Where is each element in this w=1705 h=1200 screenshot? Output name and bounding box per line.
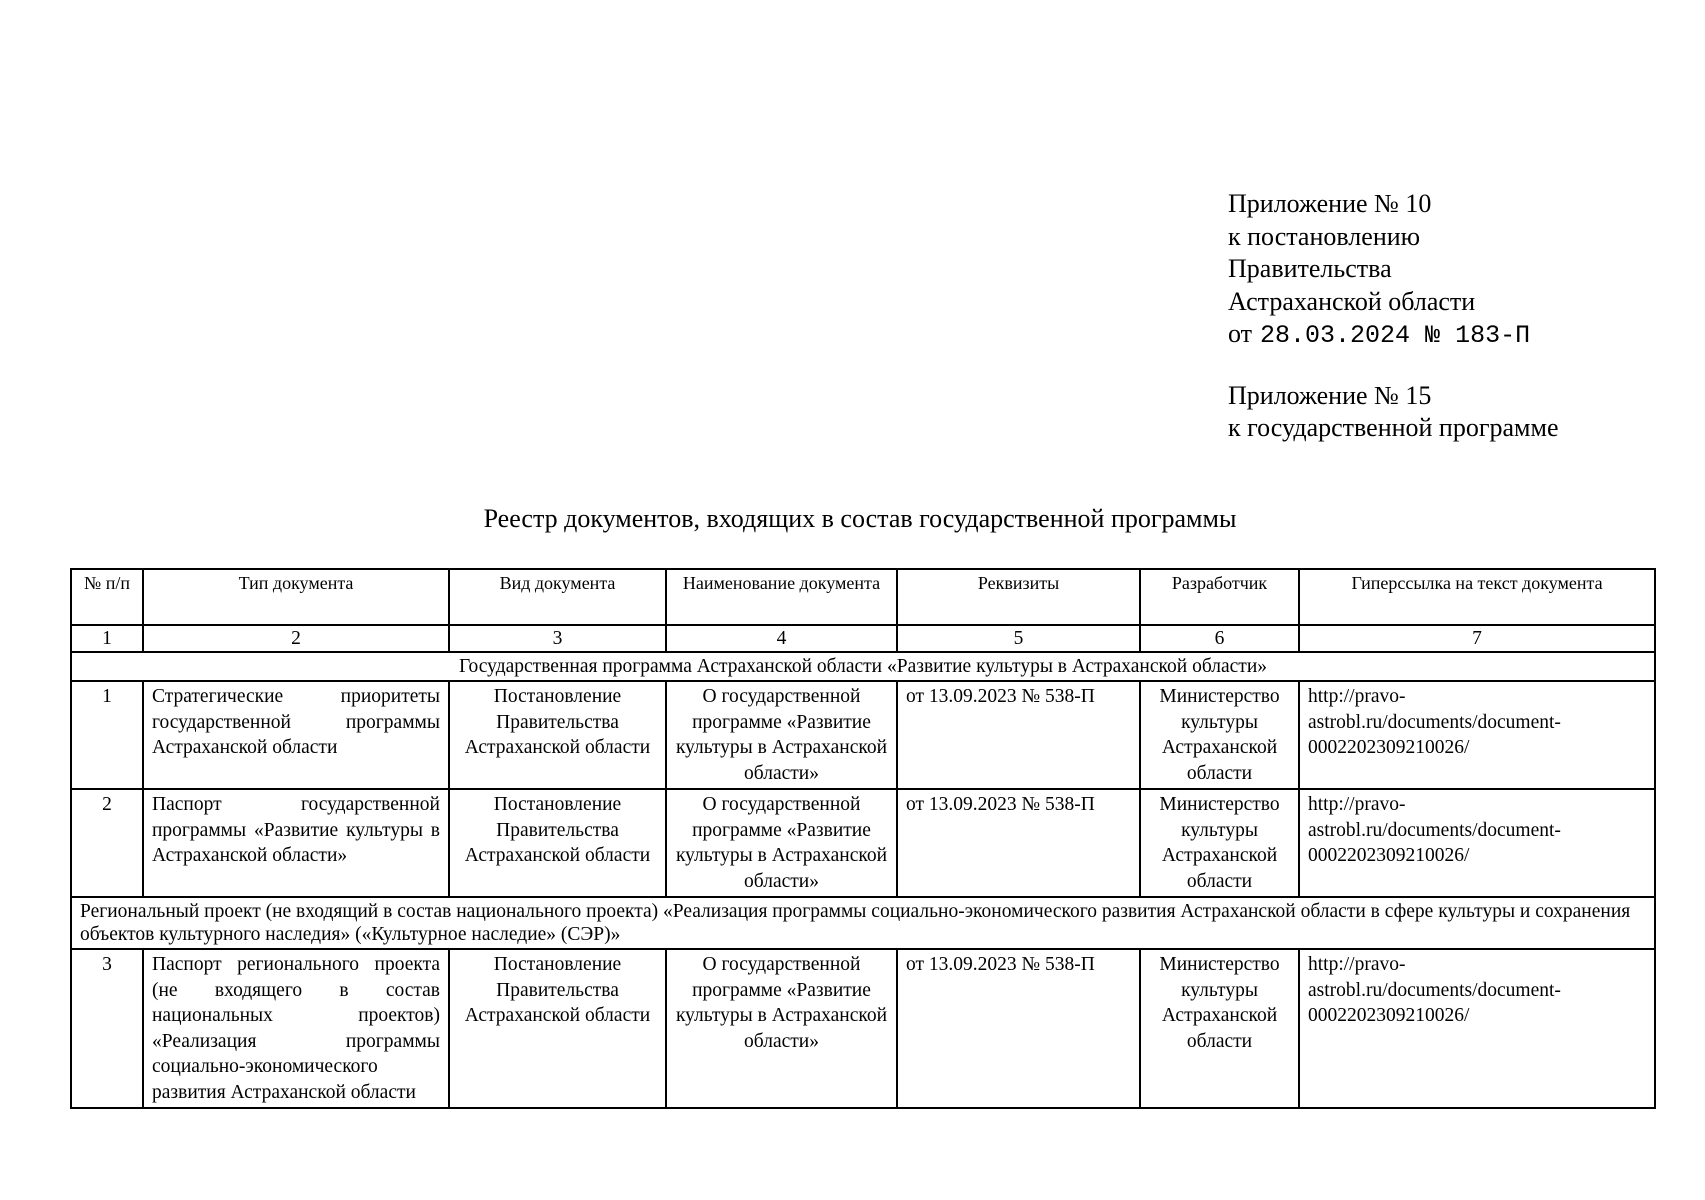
regional-project-section-row (71, 897, 1655, 949)
column-number: 3 (449, 625, 666, 652)
column-number: 1 (71, 625, 143, 652)
row-number: 3 (71, 949, 143, 1108)
appendix-government: Правительства (1228, 254, 1392, 283)
appendix-date-line (1228, 318, 1559, 353)
document-link[interactable]: http://pravo-astrobl.ru/documents/document-0002202309210026/ (1299, 681, 1655, 789)
regional-project-title: Региональный проект (не входящий в состав национального проекта) «Реализация программы социально-экономического развития Астраханской области в сфере культуры и сохранения объектов культурного наследия» («Культурное наследие» (СЭР)» (71, 897, 1655, 949)
document-details: от 13.09.2023 № 538-П (897, 949, 1140, 1108)
document-details: от 13.09.2023 № 538-П (897, 789, 1140, 897)
appendix-number: Приложение № 10 (1228, 189, 1432, 218)
document-kind: Постановление Правительства Астраханской области (449, 789, 666, 897)
document-details: от 13.09.2023 № 538-П (897, 681, 1140, 789)
document-developer: Министерство культуры Астраханской области (1140, 789, 1299, 897)
table-header-row (71, 569, 1655, 625)
column-number: 7 (1299, 625, 1655, 652)
header-cell: Реквизиты (897, 569, 1140, 625)
row-number: 2 (71, 789, 143, 897)
header-cell: Наименование документа (666, 569, 897, 625)
document-developer: Министерство культуры Астраханской области (1140, 949, 1299, 1108)
document-name: О государственной программе «Развитие культуры в Астраханской области» (666, 789, 897, 897)
appendix-program-number: Приложение № 15 (1228, 380, 1432, 410)
program-section-title: Государственная программа Астраханской области «Развитие культуры в Астраханской области» (71, 652, 1655, 681)
row-number: 1 (71, 681, 143, 789)
table-row (71, 949, 1655, 1108)
column-number: 4 (666, 625, 897, 652)
table-row (71, 789, 1655, 897)
appendix-block (1228, 188, 1559, 445)
table-row (71, 681, 1655, 789)
document-type: Паспорт регионального проекта (не входящего в состав национальных проектов) «Реализация программы социально-экономического развития Астраханской области (143, 949, 449, 1108)
appendix-to-program: к государственной программе (1228, 413, 1559, 442)
column-number: 6 (1140, 625, 1299, 652)
document-title: Реестр документов, входящих в состав государственной программы (483, 504, 1237, 533)
header-cell: Разработчик (1140, 569, 1299, 625)
column-number: 2 (143, 625, 449, 652)
appendix-date-prefix: от (1228, 319, 1253, 348)
document-developer: Министерство культуры Астраханской области (1140, 681, 1299, 789)
header-cell: Тип документа (143, 569, 449, 625)
document-link[interactable]: http://pravo-astrobl.ru/documents/document-0002202309210026/ (1299, 789, 1655, 897)
appendix-region: Астраханской области (1228, 286, 1476, 316)
header-cell: Вид документа (449, 569, 666, 625)
document-link[interactable]: http://pravo-astrobl.ru/documents/document-0002202309210026/ (1299, 949, 1655, 1108)
document-name: О государственной программе «Развитие культуры в Астраханской области» (666, 681, 897, 789)
column-number-row (71, 625, 1655, 652)
header-cell: № п/п (71, 569, 143, 625)
document-kind: Постановление Правительства Астраханской области (449, 681, 666, 789)
document-type: Паспорт государственной программы «Развитие культуры в Астраханской области» (143, 789, 449, 897)
document-kind: Постановление Правительства Астраханской области (449, 949, 666, 1108)
program-section-row (71, 652, 1655, 681)
appendix-date-stamp: 28.03.2024 № 183-П (1260, 321, 1531, 350)
appendix-to-resolution: к постановлению (1228, 221, 1421, 251)
documents-registry-table (70, 568, 1656, 1109)
document-name: О государственной программе «Развитие культуры в Астраханской области» (666, 949, 897, 1108)
header-cell: Гиперссылка на текст документа (1299, 569, 1655, 625)
column-number: 5 (897, 625, 1140, 652)
document-type: Стратегические приоритеты государственной программы Астраханской области (143, 681, 449, 789)
